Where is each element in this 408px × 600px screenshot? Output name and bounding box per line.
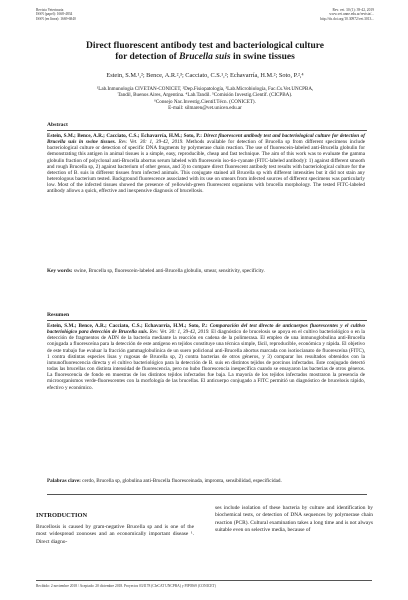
abstract-body: [47, 133, 365, 195]
introduction-heading: INTRODUCTION: [36, 512, 88, 519]
citation: Rev. vet. 30 (1): 39-42, 2019: [332, 8, 374, 12]
authors: Estein, S.M.¹,²; Bence, A.R.²,³; Cacciato, C.S.¹,²; Echavarría, H.M.²; Soto, P.²,⁴: [106, 72, 304, 79]
palabras-clave-label: Palabras clave:: [47, 478, 81, 484]
title-species: Brucella suis: [179, 51, 231, 62]
journal-header-left: [36, 8, 76, 21]
abstract-keywords: [47, 268, 365, 274]
resumen-ref-authors: Estein, S.M.; Bence, A.R.; Cacciato, C.S.; Echavarría, H.M.; Soto, P.:: [47, 323, 210, 329]
affiliation-line: ⁶Consejo Nac.Investig.Científ.Técn. (CONICET).: [154, 98, 256, 105]
journal-name: Revista Veterinaria: [36, 8, 64, 12]
doi[interactable]: http://dx.doi.org/10.30972/vet.3013...: [320, 16, 374, 21]
footer-received: Recibido: 2 noviembre 2018 / Aceptado: 20 diciembre 2018. Proyectos 03/I178 (CIeCAT UNCPBA) y PIP0569 (CONICET): [36, 584, 216, 588]
abstract-ref-title: Direct fluorescent antibody test and bacteriological culture for detection of Brucella suis in swine tissues.: [47, 133, 365, 146]
title-line-2: [40, 52, 370, 63]
keywords-text: swine, Brucella sp, fluorescein-labeled anti-Brucella globulin, smear, sensitivity, specificity.: [72, 268, 265, 274]
footer-rule: [36, 580, 372, 581]
introduction-right-column: ses include isolation of these bacteria by culture and identification by biochemical tests, or detection of DNA sequences by polymerase chain reaction (PCR). Cultural examination takes a long time and is not always suitable even on selective media, because of: [215, 505, 373, 533]
resumen-ref-cite: Rev. Vet. 30: 1, 39-42, 2019.: [148, 329, 210, 336]
resumen-heading: Resumen: [47, 312, 70, 318]
resumen-rule: [47, 320, 367, 321]
resumen-end-rule: [47, 494, 367, 495]
affiliation-line: ¹Lab.Inmunología CIVETAN-CONICET, ²Dep.Fisiopatología, ³Lab.Microbiología, Fac.Cs.Vet.UNCPBA,: [96, 86, 314, 92]
affiliation-line: Tandil, Buenos Aires, Argentina. ⁴Lab.Tandil. ⁵Comisión Investig.Científ. (CICPBA).: [117, 92, 293, 99]
journal-header-right: [320, 8, 374, 21]
journal-url[interactable]: www.vet.unne.edu.ar/revista/...: [329, 12, 374, 17]
email[interactable]: E-mail: silmaren@vet.unicen.edu.ar: [168, 105, 242, 112]
title-text: for detection of: [115, 51, 180, 62]
resumen-ref-title: Comparación del test directo de anticuerpos fluorescentes y el cultivo bacteriológico para detección de Brucella suis.: [47, 323, 366, 336]
issn-print: ISSN (papel): 1668-4834: [36, 12, 73, 17]
resumen-text: El diagnóstico de brucelosis se apoya en el cultivo bacteriológico o en la detección de fragmentos de ADN de la bacteria mediante la reacción en cadena de la polimerasa. El empleo de una inmunoglobulina anti-Brucella conjugada a fluoresceína para la detección de este antígeno en tejidos constituye una técnica simple, fácil, reproducible, económica y rápida. El objetivo de este trabajo fue evaluar la fracción gammaglobulínica de un suero policlonal anti-Brucella abortus marcada con isotiocianato de fluoresceína (FITC), 1 contra distintas especies lisas y rugosas de Brucella sp, 2) contra bacterias de otros géneros, y 3) comparar los resultados obtenidos con la inmunofluorescencia directa y el cultivo bacteriológico para la detección de B. suis en distintos tejidos de porcinos infectados. Este conjugado detectó todas las brucellas con distinta intensidad de fluorescencia, pero no hubo fluorescencia inespecífica cuando se ensayaron las bacterias de otros géneros. La fluorescencia de fondo en muestras de los distintos tejidos infectados fue baja. La mayoría de los tejidos infectados mostraron la presencia de microorganismos verde-fluorescentes con la morfología de las brucellas. El anticuerpo conjugado a FITC permitió un diagnóstico de brucelosis rápido, efectivo y económico.: [47, 329, 365, 391]
abstract-ref-cite: Rev. Vet. 30: 1, 39-42, 2019.: [115, 139, 184, 146]
title-text-end: in swine tissues: [230, 51, 295, 62]
palabras-clave-text: cerdo, Brucella sp, globulina anti-Brucella fluoresceinada, impronta, sensibilidad, especificidad.: [80, 478, 282, 484]
keywords-label: Key words:: [47, 268, 73, 274]
resumen-body: [47, 323, 365, 391]
title-line-1: Direct fluorescent antibody test and bacteriological culture: [86, 41, 324, 51]
article-title: [40, 41, 370, 62]
resumen-keywords: [47, 478, 365, 484]
abstract-text: Methods available for detection of Brucella sp from different specimens include bacteriological culture or detection of specific DNA fragments by polymerase chain reaction. The use of fluorescein-labeled anti-Brucella globulin for demonstrating this antigen in animal tissues is a simple, easy, reproducible, cheap and fast technique. The aim of this work was to evaluate the gamma globulin fraction of polyclonal anti-Brucella abortus serum labeled with fluorescein iso-tio-cyanate (FITC-labeled antibody): 1) against different smooth and rough Brucella sp, 2) against bacterium of other genus, and 3) to compare direct fluorescent antibody test results with bacteriological culture for the detection of B. suis in different tissues from infected animals. This conjugate stained all Brucella sp with different intensities but it did not stain any heterologous bacterium tested. Background fluorescence associated with its use on smears from infected sources of different specimens was particularly low. Most of the infected tissues showed the presence of yellowish-green fluorescent organisms with brucella morphology. The tested FITC-labeled antibody allows a quick, effective and inexpensive diagnosis of brucellosis.: [47, 139, 366, 195]
abstract-rule: [47, 130, 367, 131]
abstract-heading: Abstract: [47, 122, 68, 128]
issn-online: ISSN (en línea): 1669-6840: [36, 16, 76, 21]
introduction-left-column: Brucellosis is caused by gram-negative Brucella sp and is one of the most widespread zoonoses and an economically important disease ¹. Direct diagno-: [36, 524, 194, 545]
abstract-ref-authors: Estein, S.M.; Bence, A.R.; Cacciato, C.S.; Echavarría, H.M.; Soto, P.:: [47, 133, 204, 139]
affiliations: [40, 86, 370, 112]
